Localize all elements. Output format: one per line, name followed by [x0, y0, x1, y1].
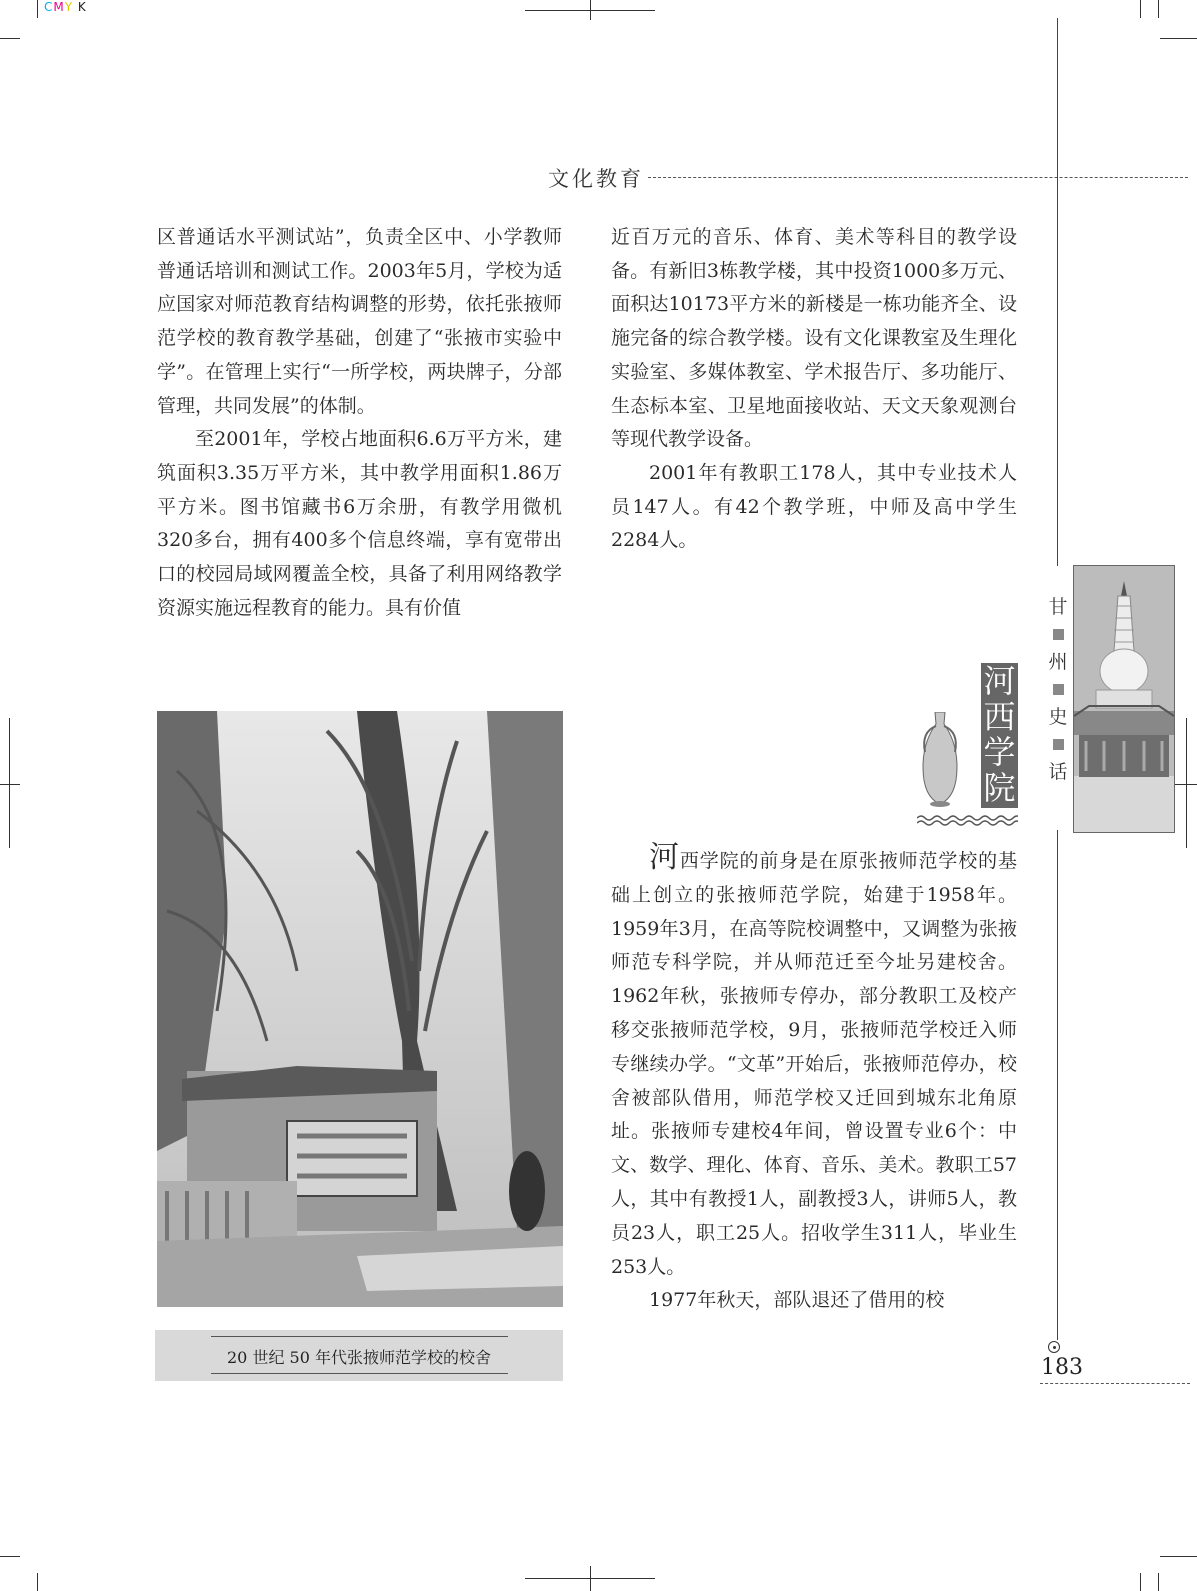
- margin-rule: [1057, 18, 1058, 566]
- footer-dashed-rule: [1040, 1383, 1190, 1384]
- caption-rule: [211, 1373, 508, 1374]
- sidebar-char: 州: [1048, 651, 1068, 673]
- cmyk-print-mark: CMY K: [44, 0, 87, 14]
- right-column: [611, 221, 1017, 558]
- page-number-ornament-icon: [1048, 1341, 1060, 1353]
- left-column: [157, 221, 562, 625]
- section-heading: [981, 664, 1018, 806]
- sidebar-char: 甘: [1048, 596, 1068, 618]
- paragraph: 至2001年，学校占地面积6.6万平方米，建筑面积3.35万平方米，其中教学用面积1.86万平方米。图书馆藏书6万余册，有教学用微机320多台，拥有400多个信息终端，享有宽带出口的校园局域网覆盖全校，具备了利用网络教学资源实施远程教育的能力。具有价值: [157, 428, 562, 619]
- sidebar-char: 话: [1048, 761, 1068, 783]
- paragraph: 1977年秋天，部队退还了借用的校: [649, 1289, 945, 1312]
- paragraph: 区普通话水平测试站”，负责全区中、小学教师普通话培训和测试工作。2003年5月，学校为适应国家对师范教育结构调整的形势，依托张掖师范学校的教育教学基础，创建了“张掖市实验中学”。在管理上实行“一所学校，两块牌子，分部管理，共同发展”的体制。: [157, 226, 562, 417]
- heading-char: 学: [983, 733, 1016, 771]
- heading-char: 院: [983, 768, 1016, 807]
- section-title: 文化教育: [548, 167, 644, 191]
- margin-rule: [1057, 830, 1058, 1340]
- square-bullet-icon: [1053, 684, 1064, 695]
- wave-ornament: [917, 811, 1018, 823]
- header-dashed-rule: [648, 177, 1188, 178]
- vase-icon: [917, 712, 963, 807]
- square-bullet-icon: [1053, 629, 1064, 640]
- sidebar-book-title: [1047, 595, 1069, 784]
- article-body: [611, 841, 1017, 1318]
- drop-cap: 河: [649, 840, 680, 875]
- caption-rule: [211, 1336, 508, 1337]
- paragraph: 西学院的前身是在原张掖师范学校的基础上创立的张掖师范学院，始建于1958年。1959年3月，在高等院校调整中，又调整为张掖师范专科学院，并从师范迁至今址另建校舍。1962年秋，张掖师专停办，部分教职工及校产移交张掖师范学校，9月，张掖师范学校迁入师专继续办学。“文革”开始后，张掖师范停办，校舍被部队借用，师范学校又迁回到城东北角原址。张掖师专建校4年间，曾设置专业6个：中文、数学、理化、体育、音乐、美术。教职工57人，其中有教授1人，副教授3人，讲师5人，教员23人，职工25人。招收学生311人，毕业生253人。: [611, 850, 1017, 1278]
- heading-char: 河: [983, 662, 1016, 700]
- page-number: 183: [1041, 1355, 1083, 1380]
- paragraph: 2001年有教职工178人，其中专业技术人员147人。有42个教学班，中师及高中学生2284人。: [611, 461, 1017, 552]
- square-bullet-icon: [1053, 739, 1064, 750]
- photo-caption: 20 世纪 50 年代张掖师范学校的校舍: [227, 1348, 491, 1367]
- sidebar-char: 史: [1048, 706, 1068, 728]
- paragraph: 近百万元的音乐、体育、美术等科目的教学设备。有新旧3栋教学楼，其中投资1000多万元、面积达10173平方米的新楼是一栋功能齐全、设施完备的综合教学楼。设有文化课教室及生理化实验室、多媒体教室、学术报告厅、多功能厅、生态标本室、卫星地面接收站、天文天象观测台等现代教学设备。: [611, 226, 1017, 451]
- heading-char: 西: [983, 697, 1016, 736]
- pagoda-photo: [1073, 565, 1175, 833]
- school-building-photo: [157, 711, 563, 1307]
